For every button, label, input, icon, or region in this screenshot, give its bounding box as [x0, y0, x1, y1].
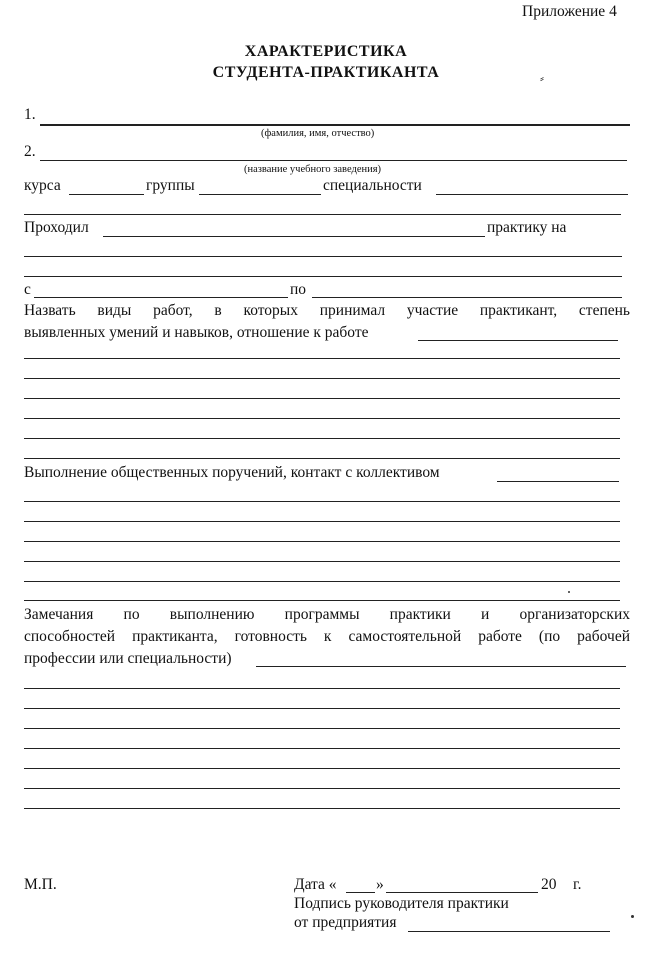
social-line-1[interactable]	[24, 501, 620, 502]
works-line-3[interactable]	[24, 398, 620, 399]
full-name-caption: (фамилия, имя, отчество)	[261, 128, 375, 139]
remarks-line-1[interactable]	[24, 688, 620, 689]
group-label: группы	[146, 177, 195, 194]
practice-type-line[interactable]	[103, 236, 485, 237]
date-prefix: Дата «	[294, 876, 337, 893]
to-date-line[interactable]	[312, 297, 622, 298]
pen-mark-icon: ⸗	[540, 71, 544, 85]
course-line[interactable]	[69, 194, 144, 195]
social-line-3[interactable]	[24, 541, 620, 542]
remarks-line3: профессии или специальности)	[24, 650, 232, 667]
full-name-line[interactable]	[40, 124, 630, 126]
social-inline-line[interactable]	[497, 481, 619, 482]
signature-line[interactable]	[408, 931, 610, 932]
remarks-line-5[interactable]	[24, 768, 620, 769]
remarks-line2: способностей практиканта, готовность к самостоятельной работе (по рабочей	[24, 628, 630, 645]
remarks-inline-line[interactable]	[256, 666, 626, 667]
form-title-line1: ХАРАКТЕРИСТИКА	[244, 43, 408, 60]
works-line-5[interactable]	[24, 438, 620, 439]
specialty-label: специальности	[323, 177, 422, 194]
course-label: курса	[24, 177, 61, 194]
social-line-4[interactable]	[24, 561, 620, 562]
remarks-line-4[interactable]	[24, 748, 620, 749]
works-inline-line[interactable]	[418, 340, 618, 341]
works-line-6[interactable]	[24, 458, 620, 459]
date-suffix: г.	[573, 876, 582, 893]
passed-label: Проходил	[24, 219, 89, 236]
remarks-line-6[interactable]	[24, 788, 620, 789]
institution-line[interactable]	[40, 160, 627, 161]
practice-on-label: практику на	[487, 219, 567, 236]
remarks-line1: Замечания по выполнению программы практики и организаторских	[24, 606, 630, 623]
practice-place-line-1[interactable]	[24, 256, 622, 257]
remarks-line-3[interactable]	[24, 728, 620, 729]
social-label: Выполнение общественных поручений, контакт с коллективом	[24, 464, 440, 481]
social-line-6[interactable]	[24, 600, 620, 601]
specialty-line[interactable]	[436, 194, 628, 195]
field2-number: 2.	[24, 143, 36, 160]
to-label: по	[290, 281, 307, 298]
institution-caption: (название учебного заведения)	[244, 164, 382, 175]
group-line[interactable]	[199, 194, 321, 195]
form-title-line2: СТУДЕНТА-ПРАКТИКАНТА	[212, 64, 440, 81]
date-day-line[interactable]	[346, 892, 375, 893]
date-month-line[interactable]	[386, 892, 538, 893]
specialty-extra-line[interactable]	[24, 214, 621, 215]
speck-mark-2	[631, 915, 634, 918]
appendix-label: Приложение 4	[522, 3, 617, 20]
social-line-5[interactable]	[24, 581, 620, 582]
social-line-2[interactable]	[24, 521, 620, 522]
from-label: с	[24, 281, 31, 298]
date-year: 20	[541, 876, 557, 893]
field1-number: 1.	[24, 106, 36, 123]
practice-place-line-2[interactable]	[24, 276, 622, 277]
works-description-line2: выявленных умений и навыков, отношение к работе	[24, 324, 369, 341]
works-line-2[interactable]	[24, 378, 620, 379]
remarks-line-2[interactable]	[24, 708, 620, 709]
signature-label-line1: Подпись руководителя практики	[294, 895, 509, 912]
date-mid: »	[376, 876, 384, 893]
stamp-label: М.П.	[24, 876, 57, 893]
speck-mark	[568, 591, 570, 593]
works-line-4[interactable]	[24, 418, 620, 419]
from-date-line[interactable]	[34, 297, 288, 298]
works-line-1[interactable]	[24, 358, 620, 359]
works-description-line1: Назвать виды работ, в которых принимал участие практикант, степень	[24, 302, 630, 319]
signature-label-line2: от предприятия	[294, 914, 397, 931]
remarks-line-7[interactable]	[24, 808, 620, 809]
